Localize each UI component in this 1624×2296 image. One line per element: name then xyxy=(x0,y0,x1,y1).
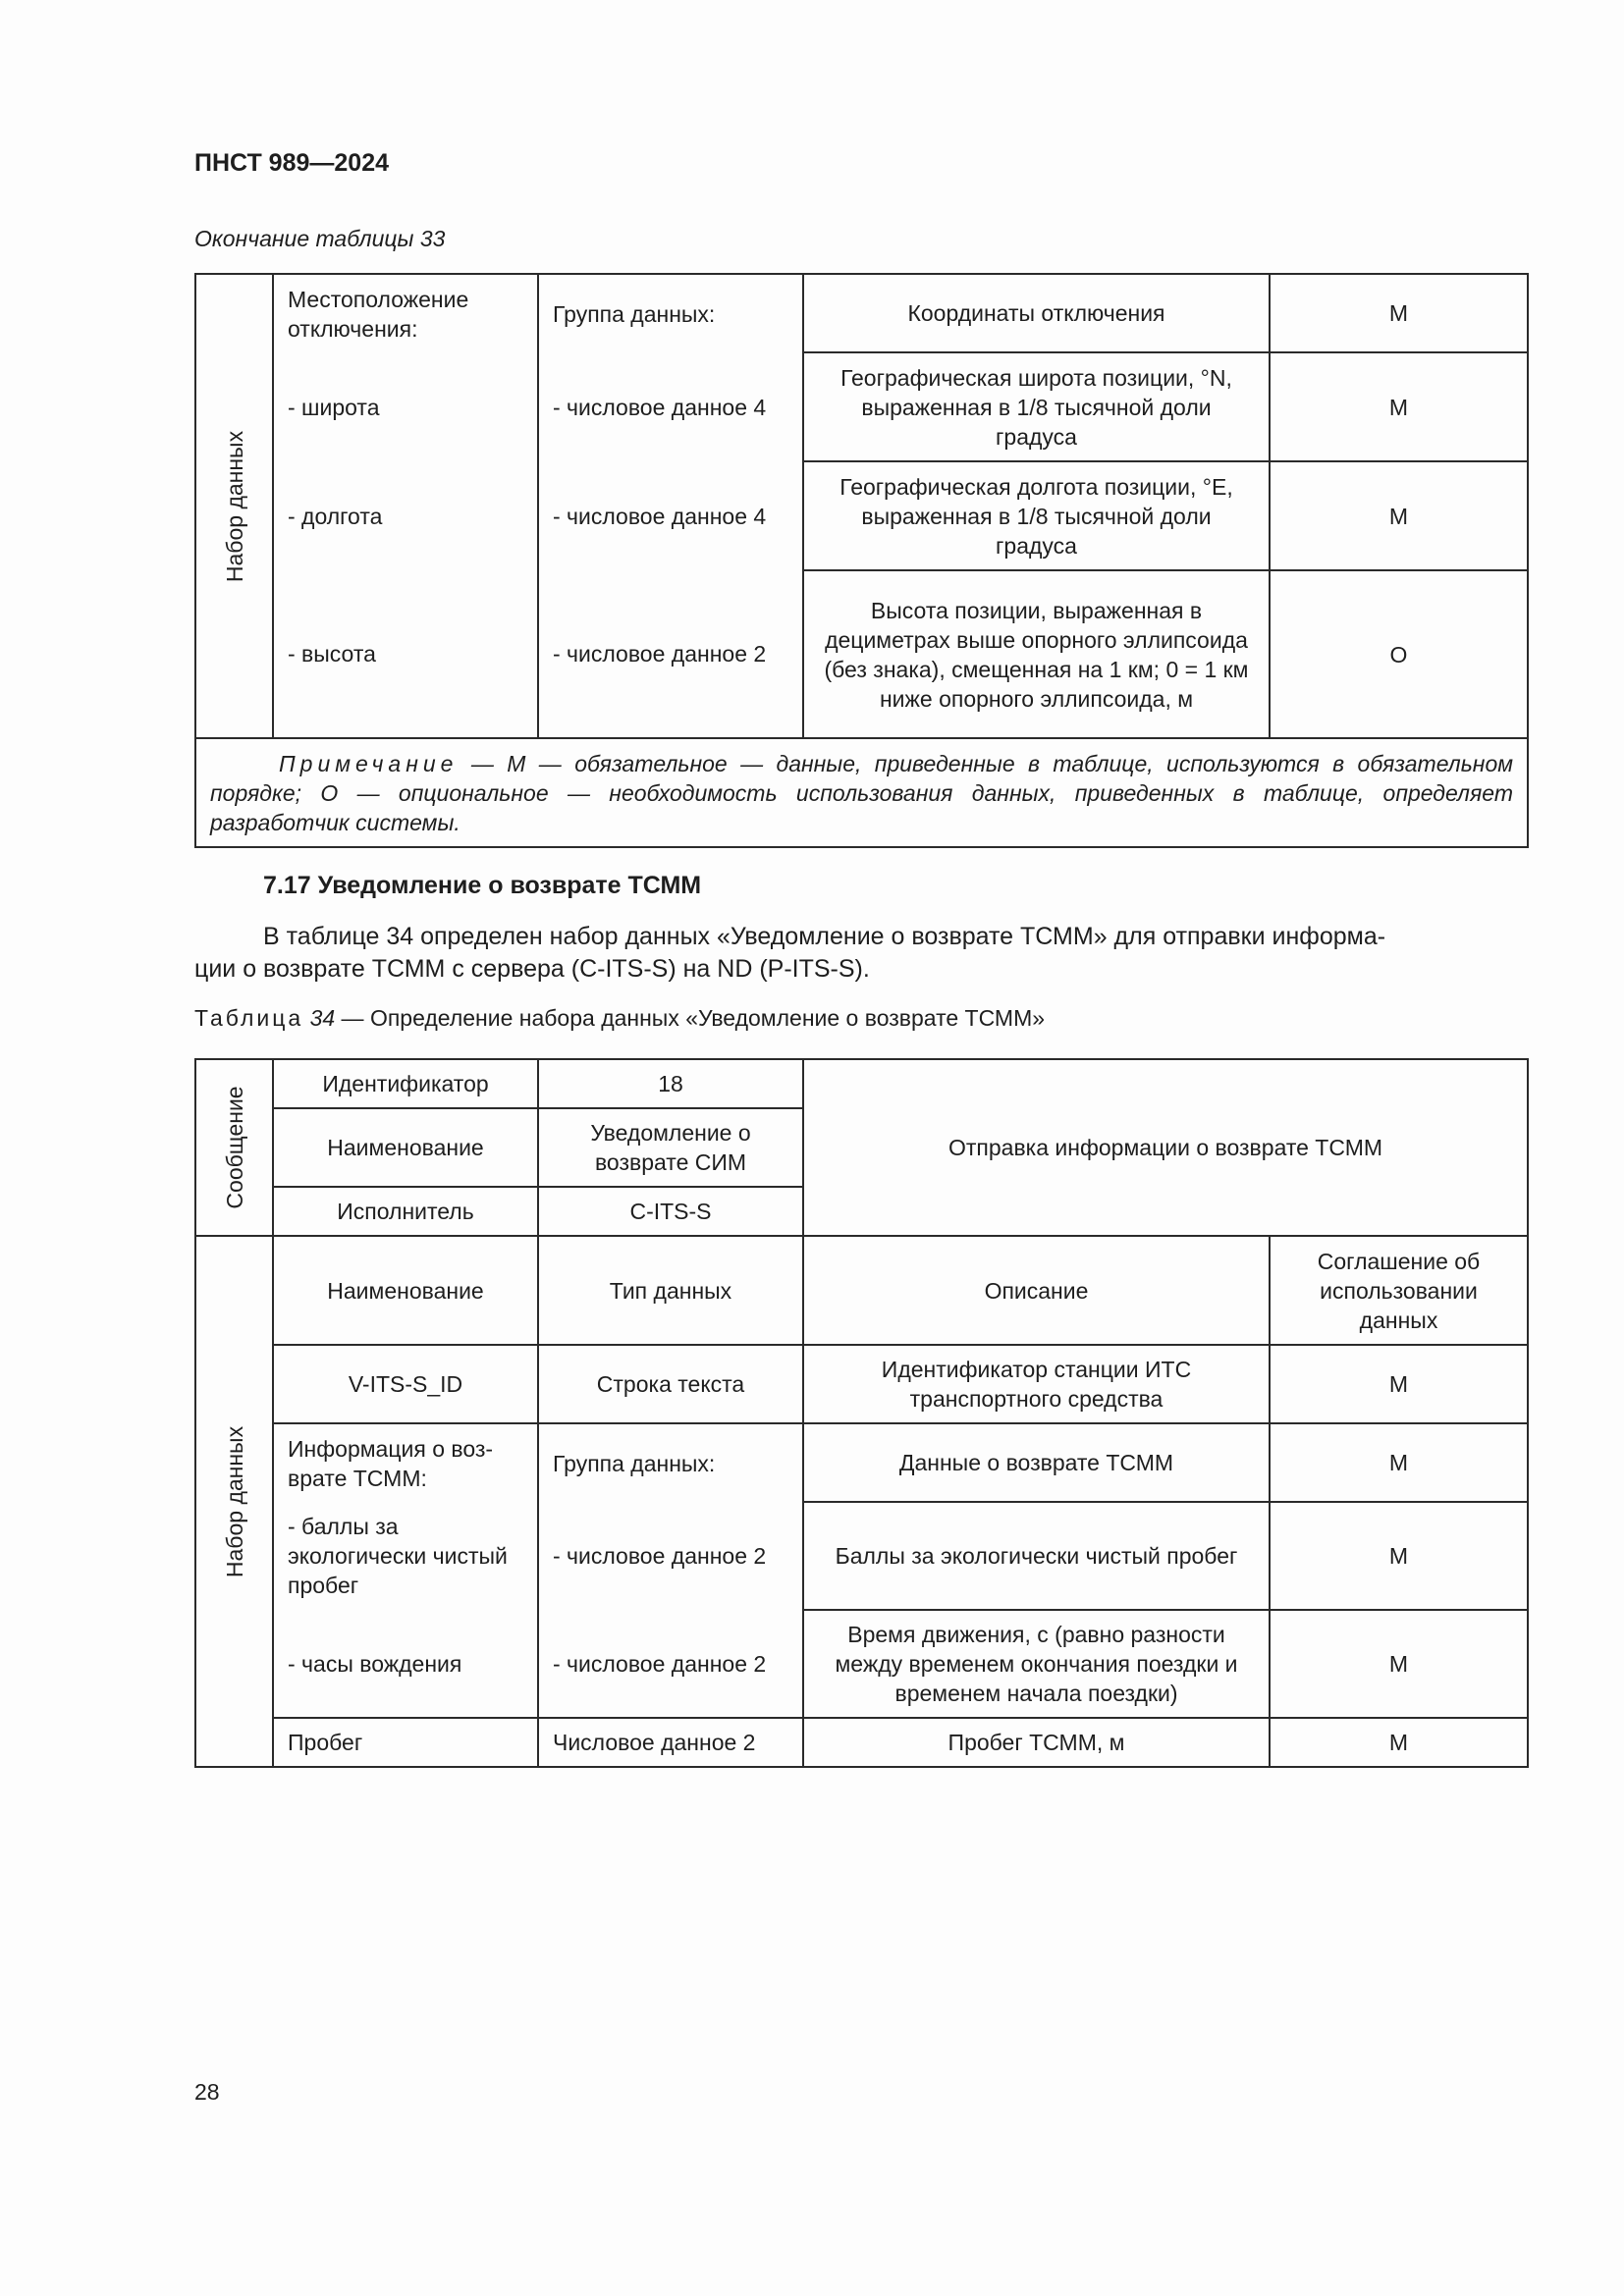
table-33-row-name: - долгота xyxy=(273,461,538,570)
table-33-row-agreement: O xyxy=(1270,570,1528,738)
table-34-row-name: Информация о воз-врате ТСММ: xyxy=(273,1423,538,1502)
table-34-row-name: - баллы за экологически чистый пробег xyxy=(273,1502,538,1610)
table-34-row-desc: Данные о возврате ТСММ xyxy=(803,1423,1270,1502)
table-34-row-name: Пробег xyxy=(273,1718,538,1767)
table-33-row-name: Местоположение отключения: xyxy=(273,274,538,352)
table-33-group-label: Набор данных xyxy=(195,274,273,738)
table-34-caption xyxy=(194,1005,1045,1032)
table-33-row-desc: Географическая долгота позиции, °E, выраженная в 1/8 тысячной доли градуса xyxy=(803,461,1270,570)
table-34-message-label: Сообщение xyxy=(195,1059,273,1236)
table-34-caption-number: 34 xyxy=(309,1005,336,1031)
section-paragraph-line-1: В таблице 34 определен набор данных «Уведомление о возврате ТСММ» для отправки информа- xyxy=(263,923,1386,950)
note-label: Примечание xyxy=(279,750,459,776)
table-34-row-agreement: M xyxy=(1270,1423,1528,1502)
table-34-row-type: Строка текста xyxy=(538,1345,803,1423)
table-33-row-desc: Координаты отключения xyxy=(803,274,1270,352)
table-33-row-agreement: M xyxy=(1270,352,1528,461)
table-34-group-label: Набор данных xyxy=(195,1236,273,1767)
message-value: C-ITS-S xyxy=(538,1187,803,1236)
table-34-row-type: Группа данных: xyxy=(538,1423,803,1502)
table-33-row-agreement: M xyxy=(1270,461,1528,570)
header-type: Тип данных xyxy=(538,1236,803,1345)
table-34-caption-label: Таблица xyxy=(194,1005,304,1031)
table-33-row-agreement: M xyxy=(1270,274,1528,352)
table-33-row-name: - высота xyxy=(273,570,538,738)
table-34-row-desc: Идентификатор станции ИТС транспортного средства xyxy=(803,1345,1270,1423)
message-key: Исполнитель xyxy=(273,1187,538,1236)
message-key: Наименование xyxy=(273,1108,538,1187)
table-34-row-agreement: M xyxy=(1270,1502,1528,1610)
message-description: Отправка информации о возврате ТСММ xyxy=(803,1059,1528,1236)
section-paragraph-line-2: ции о возврате ТСММ с сервера (C-ITS-S) на ND (P-ITS-S). xyxy=(194,955,870,983)
table-33-row-type: - числовое данное 2 xyxy=(538,570,803,738)
table-33-row-desc: Географическая широта позиции, °N, выраженная в 1/8 тысячной доли градуса xyxy=(803,352,1270,461)
message-value: Уведомление о возврате СИМ xyxy=(538,1108,803,1187)
table-34-row-type: - числовое данное 2 xyxy=(538,1502,803,1610)
table-34 xyxy=(194,1058,1529,1768)
table-33 xyxy=(194,273,1529,848)
note-text: — M — обязательное — данные, приведенные в таблице, используются в обязательном порядке; O — опциональное — необходимость использования данных, приведенных в таблице, определяет разработчик системы. xyxy=(210,750,1513,835)
header-description: Описание xyxy=(803,1236,1270,1345)
table-33-note xyxy=(195,738,1528,847)
table-34-caption-text: — Определение набора данных «Уведомление о возврате ТСММ» xyxy=(335,1005,1046,1031)
table-34-row-type: Числовое данное 2 xyxy=(538,1718,803,1767)
table-34-row-desc: Баллы за экологически чистый пробег xyxy=(803,1502,1270,1610)
table-34-row-agreement: M xyxy=(1270,1345,1528,1423)
document-code: ПНСТ 989—2024 xyxy=(194,149,389,177)
table-34-row-agreement: M xyxy=(1270,1718,1528,1767)
table-34-row-desc: Пробег ТСММ, м xyxy=(803,1718,1270,1767)
table-34-row-agreement: M xyxy=(1270,1610,1528,1718)
table-33-row-type: - числовое данное 4 xyxy=(538,461,803,570)
header-agreement: Соглашение об использовании данных xyxy=(1270,1236,1528,1345)
table-33-row-name: - широта xyxy=(273,352,538,461)
message-value: 18 xyxy=(538,1059,803,1108)
table-34-row-name: - часы вождения xyxy=(273,1610,538,1718)
table-33-row-type: - числовое данное 4 xyxy=(538,352,803,461)
table-33-row-type: Группа данных: xyxy=(538,274,803,352)
table-34-row-desc: Время движения, с (равно разности между временем окончания поездки и временем начала поездки) xyxy=(803,1610,1270,1718)
message-key: Идентификатор xyxy=(273,1059,538,1108)
header-name: Наименование xyxy=(273,1236,538,1345)
page-number: 28 xyxy=(194,2079,220,2105)
table-34-row-type: - числовое данное 2 xyxy=(538,1610,803,1718)
table-33-continuation-caption: Окончание таблицы 33 xyxy=(194,226,446,251)
table-33-row-desc: Высота позиции, выраженная в дециметрах выше опорного эллипсоида (без знака), смещенная на 1 км; 0 = 1 км ниже опорного эллипсоида, м xyxy=(803,570,1270,738)
table-34-row-name: V-ITS-S_ID xyxy=(273,1345,538,1423)
section-heading: 7.17 Уведомление о возврате ТСММ xyxy=(263,872,702,899)
